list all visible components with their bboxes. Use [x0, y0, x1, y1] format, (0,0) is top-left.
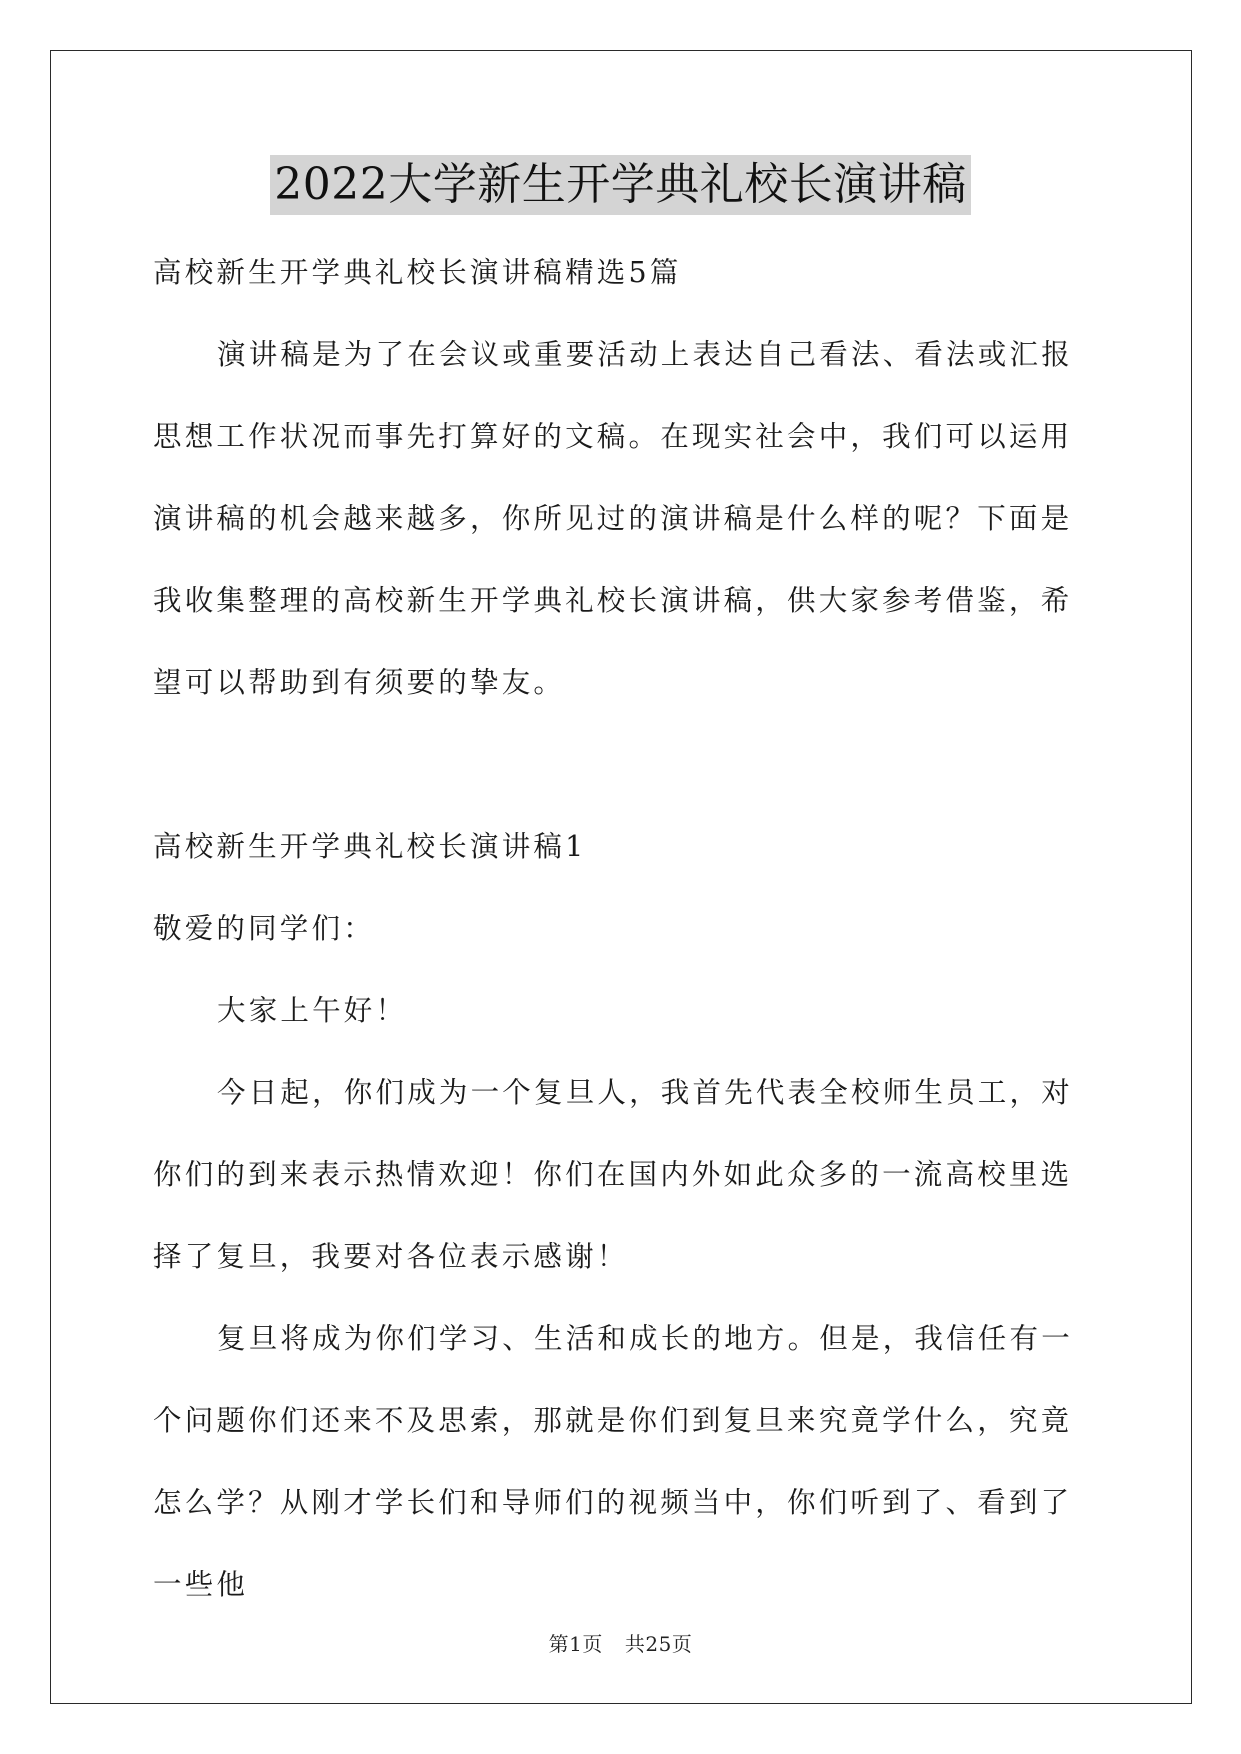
intro-paragraph: 演讲稿是为了在会议或重要活动上表达自己看法、看法或汇报思想工作状况而事先打算好的文稿。在现实社会中，我们可以运用演讲稿的机会越来越多，你所见过的演讲稿是什么样的呢？下面是我收集整理的高校新生开学典礼校长演讲稿，供大家参考借鉴，希望可以帮助到有须要的挚友。 — [153, 338, 1073, 699]
paragraph-spacer — [153, 724, 1089, 806]
section-heading: 高校新生开学典礼校长演讲稿1 — [153, 830, 587, 863]
page-number: 第1页 — [548, 1632, 603, 1656]
document-body — [153, 232, 1089, 1626]
greeting: 大家上午好！ — [217, 994, 408, 1027]
body-paragraph-2: 复旦将成为你们学习、生活和成长的地方。但是，我信任有一个问题你们还来不及思索，那就是你们到复旦来究竟学什么，究竟怎么学？从刚才学长们和导师们的视频当中，你们听到了、看到了一些他 — [153, 1322, 1073, 1601]
salutation: 敬爱的同学们： — [153, 912, 375, 945]
document-subtitle: 高校新生开学典礼校长演讲稿精选5篇 — [153, 256, 682, 289]
total-pages: 共25页 — [624, 1632, 693, 1656]
title-container — [0, 155, 1241, 215]
body-paragraph-1: 今日起，你们成为一个复旦人，我首先代表全校师生员工，对你们的到来表示热情欢迎！你们在国内外如此众多的一流高校里选择了复旦，我要对各位表示感谢！ — [153, 1076, 1073, 1273]
page-footer — [0, 1628, 1241, 1657]
document-title: 2022大学新生开学典礼校长演讲稿 — [270, 155, 970, 215]
